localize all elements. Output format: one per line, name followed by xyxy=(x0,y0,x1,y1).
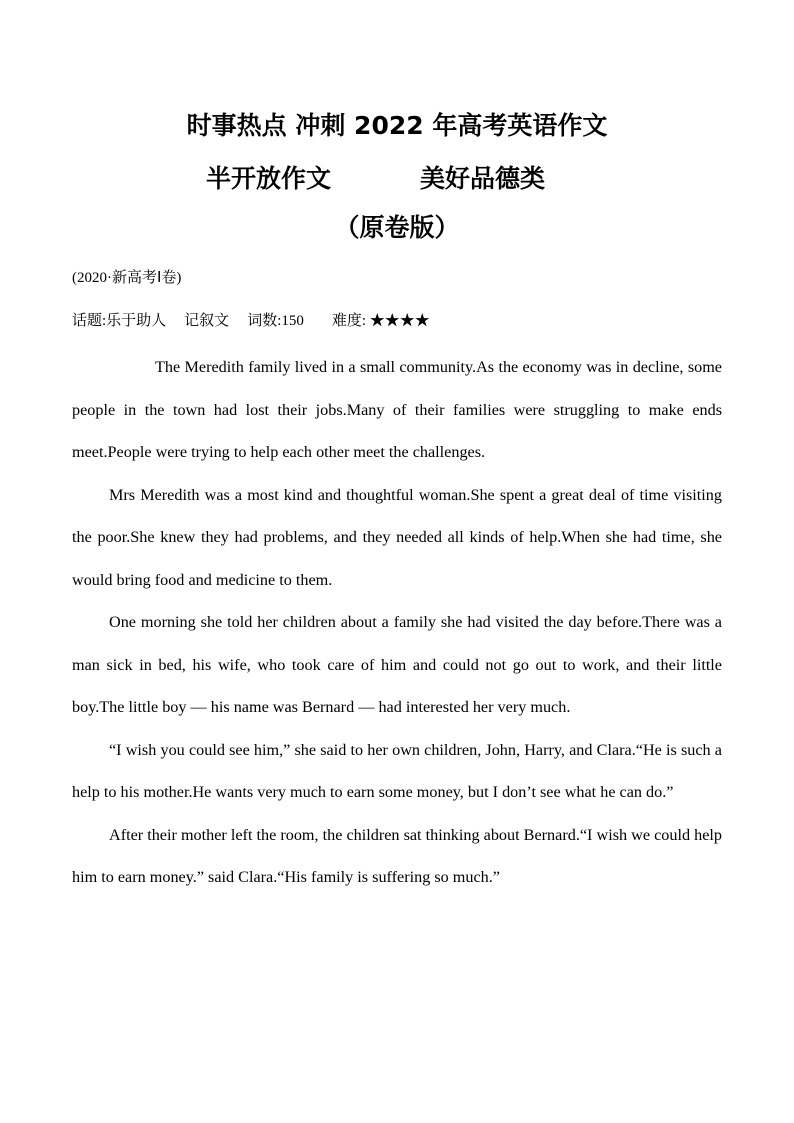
info-line xyxy=(72,314,430,329)
passage-body xyxy=(72,346,722,899)
exam-source: (2020·新高考Ⅰ卷) xyxy=(72,270,182,286)
passage-paragraph: One morning she told her children about a family she had visited the day before.There was a man sick in bed, his wife, who took care of him and could not go out to work, and their little boy.The little boy — his name was Bernard — had interested her very much. xyxy=(72,613,722,716)
version-label: （原卷版） xyxy=(334,213,460,242)
passage-paragraph: The Meredith family lived in a small community.As the economy was in decline, some people in the town had lost their jobs.Many of their families were struggling to make ends meet.People were trying to help each other meet the challenges. xyxy=(72,358,722,461)
passage-paragraph: “I wish you could see him,” she said to her own children, John, Harry, and Clara.“He is such a help to his mother.He wants very much to earn some money, but I don’t see what he can do.” xyxy=(72,740,722,801)
page-title: 时事热点 冲刺 2022 年高考英语作文 xyxy=(186,111,608,140)
topic-label: 话题:乐于助人 xyxy=(72,313,167,329)
word-count-label: 词数:150 xyxy=(247,313,304,329)
subtitle-category: 半开放作文 xyxy=(206,164,332,193)
passage-paragraph: After their mother left the room, the children sat thinking about Bernard.“I wish we could help him to earn money.” said Clara.“His family is suffering so much.” xyxy=(72,825,722,886)
passage-paragraph: Mrs Meredith was a most kind and thoughtful woman.She spent a great deal of time visiting the poor.She knew they had problems, and they needed all kinds of help.When she had time, she would bring food and medicine to them. xyxy=(72,485,722,589)
genre-label: 记叙文 xyxy=(184,313,230,329)
subtitle-theme: 美好品德类 xyxy=(420,164,546,193)
difficulty-label: 难度: ★★★★ xyxy=(331,313,430,329)
